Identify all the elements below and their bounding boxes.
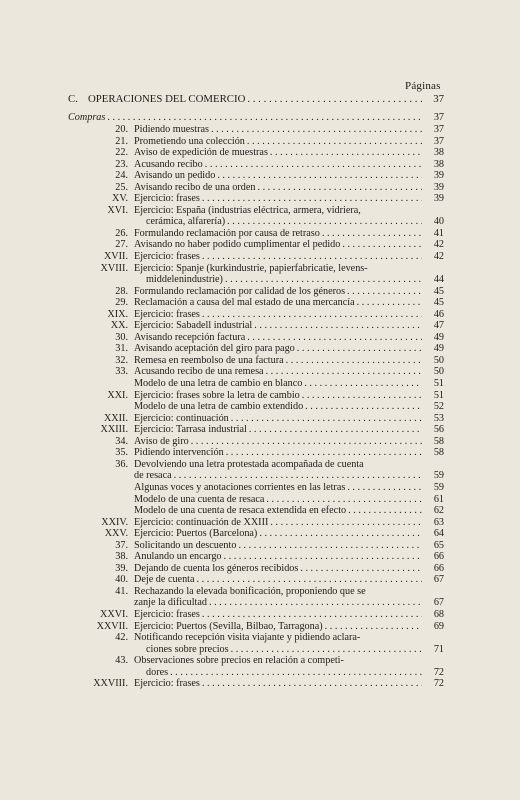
toc-entry bbox=[68, 263, 444, 275]
toc-entry bbox=[68, 459, 444, 471]
entry-number: XXVII. bbox=[96, 620, 128, 632]
entry-number: 42. bbox=[115, 632, 128, 644]
entry-page: 64 bbox=[433, 528, 444, 540]
dot-leader bbox=[227, 216, 422, 228]
entry-title: Ejercicio: frases bbox=[134, 678, 200, 690]
entry-title: Modelo de una letra de cambio extendido bbox=[134, 401, 304, 413]
entry-title: Aviso de expedición de muestras bbox=[134, 147, 268, 159]
toc-entry bbox=[68, 147, 444, 159]
entry-page: 39 bbox=[433, 181, 444, 193]
toc-entry bbox=[68, 621, 444, 633]
dot-leader bbox=[217, 170, 422, 182]
section-title: OPERACIONES DEL COMERCIO bbox=[88, 93, 246, 105]
entry-number: 26. bbox=[115, 227, 128, 239]
entry-number: 35. bbox=[115, 447, 128, 459]
entry-title: Modelo de una cuenta de resaca extendida en efecto bbox=[134, 505, 347, 517]
entry-page: 66 bbox=[433, 551, 444, 563]
entry-number: XXV. bbox=[104, 528, 128, 540]
dot-leader bbox=[342, 239, 422, 251]
entry-number: 36. bbox=[115, 458, 128, 470]
entry-number: 29. bbox=[115, 297, 128, 309]
entry-title: cerámica, alfarería) bbox=[146, 216, 226, 228]
toc-entry bbox=[68, 274, 444, 286]
entry-page: 42 bbox=[433, 251, 444, 263]
entry-title: Ejercicio: Puertos (Barcelona) bbox=[134, 528, 258, 540]
toc-entry bbox=[68, 193, 444, 205]
entry-page: 39 bbox=[433, 193, 444, 205]
dot-leader bbox=[225, 274, 422, 286]
entry-page: 42 bbox=[433, 239, 444, 251]
subsection-page: 37 bbox=[433, 112, 444, 123]
toc-entry bbox=[68, 655, 444, 667]
entry-title: Solicitando un descuento bbox=[134, 539, 237, 551]
entry-title: Ejercicio: España (industrias eléctrica, armera, vidriera, bbox=[134, 204, 361, 216]
toc-entry bbox=[68, 297, 444, 309]
toc-entry bbox=[68, 309, 444, 321]
toc-entry bbox=[68, 574, 444, 586]
subsection-title: Compras bbox=[68, 112, 106, 123]
entry-number: 39. bbox=[115, 562, 128, 574]
entry-number: 31. bbox=[115, 343, 128, 355]
entry-title: Anulando un encargo bbox=[134, 551, 222, 563]
entry-title: Avisando un pedido bbox=[134, 170, 216, 182]
entry-number: 24. bbox=[115, 170, 128, 182]
entry-number: XVIII. bbox=[100, 262, 128, 274]
entry-number: XXII. bbox=[103, 412, 128, 424]
entry-title: Formulando reclamación por calidad de los géneros bbox=[134, 285, 346, 297]
toc-entry bbox=[68, 517, 444, 529]
entry-title: Pidiendo intervención bbox=[134, 447, 224, 459]
dot-leader bbox=[174, 470, 422, 482]
toc-entries bbox=[68, 124, 444, 690]
entry-title: de resaca bbox=[134, 470, 172, 482]
entry-page: 38 bbox=[433, 147, 444, 159]
entry-title: Ejercicio: frases bbox=[134, 251, 200, 263]
entry-page: 40 bbox=[433, 216, 444, 228]
entry-title: Ejercicio: Sabadell industrial bbox=[134, 320, 253, 332]
entry-title: Ejercicio: frases bbox=[134, 193, 200, 205]
toc-entry bbox=[68, 494, 444, 506]
entry-page: 51 bbox=[433, 389, 444, 401]
section-page: 37 bbox=[433, 93, 444, 105]
dot-leader bbox=[107, 111, 422, 124]
entry-number: 38. bbox=[115, 551, 128, 563]
entry-title: Ejercicio: continuación bbox=[134, 412, 229, 424]
entry-page: 52 bbox=[433, 401, 444, 413]
toc-entry bbox=[68, 182, 444, 194]
section-heading bbox=[68, 93, 444, 106]
entry-number: XXIII. bbox=[100, 424, 128, 436]
dot-leader bbox=[270, 517, 422, 529]
entry-title: Aviso de giro bbox=[134, 435, 189, 447]
entry-page: 71 bbox=[433, 643, 444, 655]
toc-entry bbox=[68, 378, 444, 390]
entry-title: ciones sobre precios bbox=[146, 643, 229, 655]
toc-entry bbox=[68, 678, 444, 690]
dot-leader bbox=[202, 309, 422, 321]
entry-page: 62 bbox=[433, 505, 444, 517]
dot-leader bbox=[202, 193, 422, 205]
table-of-contents bbox=[68, 93, 444, 690]
dot-leader bbox=[231, 644, 422, 656]
entry-number: XVI. bbox=[107, 204, 128, 216]
entry-number: 43. bbox=[115, 655, 128, 667]
dot-leader bbox=[238, 540, 422, 552]
dot-leader bbox=[322, 228, 422, 240]
toc-entry bbox=[68, 343, 444, 355]
entry-title: Algunas voces y anotaciones corrientes en las letras bbox=[134, 481, 346, 493]
dot-leader bbox=[211, 124, 422, 136]
dot-leader bbox=[348, 505, 422, 517]
dot-leader bbox=[305, 401, 422, 413]
toc-entry bbox=[68, 505, 444, 517]
dot-leader bbox=[254, 320, 422, 332]
subsection-heading bbox=[68, 111, 444, 124]
dot-leader bbox=[249, 424, 422, 436]
entry-number: 32. bbox=[115, 354, 128, 366]
toc-entry bbox=[68, 482, 444, 494]
dot-leader bbox=[304, 378, 422, 390]
entry-title: Ejercicio: frases sobre la letra de cambio bbox=[134, 389, 300, 401]
entry-page: 59 bbox=[433, 470, 444, 482]
entry-title: Modelo de una cuenta de resaca bbox=[134, 493, 265, 505]
dot-leader bbox=[270, 147, 422, 159]
entry-title: Ejercicio: frases bbox=[134, 308, 200, 320]
entry-title: Reclamación a causa del mal estado de una mercancía bbox=[134, 297, 355, 309]
entry-page: 63 bbox=[433, 516, 444, 528]
dot-leader bbox=[202, 609, 422, 621]
entry-title: Ejercicio: continuación de XXIII bbox=[134, 516, 269, 528]
toc-entry bbox=[68, 159, 444, 171]
entry-page: 72 bbox=[433, 666, 444, 678]
toc-entry bbox=[68, 609, 444, 621]
paginas-header: Páginas bbox=[405, 80, 441, 92]
dot-leader bbox=[266, 366, 422, 378]
entry-page: 51 bbox=[433, 378, 444, 390]
entry-title: Observaciones sobre precios en relación a competi- bbox=[134, 655, 344, 667]
entry-title: Avisando no haber podido cumplimentar el pedido bbox=[134, 239, 341, 251]
entry-title: Ejercicio: Tarrasa industrial bbox=[134, 424, 247, 436]
toc-entry bbox=[68, 136, 444, 148]
entry-number: 30. bbox=[115, 331, 128, 343]
entry-number: 25. bbox=[115, 181, 128, 193]
dot-leader bbox=[170, 667, 422, 679]
toc-entry bbox=[68, 216, 444, 228]
toc-entry bbox=[68, 239, 444, 251]
entry-page: 47 bbox=[433, 320, 444, 332]
dot-leader bbox=[231, 413, 422, 425]
toc-entry bbox=[68, 320, 444, 332]
dot-leader bbox=[257, 182, 422, 194]
entry-title: Pidiendo muestras bbox=[134, 124, 209, 135]
toc-entry bbox=[68, 124, 444, 136]
entry-number: XV. bbox=[112, 193, 128, 205]
dot-leader bbox=[297, 343, 422, 355]
toc-entry bbox=[68, 251, 444, 263]
entry-number: XXVIII. bbox=[93, 678, 128, 690]
entry-title: dores bbox=[146, 666, 169, 678]
entry-page: 58 bbox=[433, 447, 444, 459]
entry-page: 50 bbox=[433, 366, 444, 378]
dot-leader bbox=[224, 551, 422, 563]
dot-leader bbox=[226, 447, 422, 459]
dot-leader bbox=[209, 597, 422, 609]
dot-leader bbox=[266, 494, 422, 506]
toc-entry bbox=[68, 632, 444, 644]
toc-entry bbox=[68, 424, 444, 436]
entry-title: middelenindustrie) bbox=[146, 274, 223, 286]
toc-entry bbox=[68, 563, 444, 575]
dot-leader bbox=[191, 436, 422, 448]
entry-page: 44 bbox=[433, 274, 444, 286]
entry-page: 61 bbox=[433, 493, 444, 505]
entry-title: Ejercicio: Spanje (kurkindustrie, papierfabricatie, levens- bbox=[134, 262, 368, 274]
toc-entry bbox=[68, 470, 444, 482]
entry-title: Acusando recibo bbox=[134, 158, 203, 170]
entry-number: 41. bbox=[115, 585, 128, 597]
entry-page: 49 bbox=[433, 343, 444, 355]
toc-entry bbox=[68, 551, 444, 563]
entry-page: 49 bbox=[433, 331, 444, 343]
entry-title: Formulando reclamación por causa de retraso bbox=[134, 227, 320, 239]
entry-page: 69 bbox=[433, 620, 444, 632]
entry-number: XX. bbox=[110, 320, 128, 332]
toc-entry bbox=[68, 447, 444, 459]
dot-leader bbox=[205, 159, 422, 171]
entry-page: 58 bbox=[433, 435, 444, 447]
toc-entry bbox=[68, 413, 444, 425]
entry-number: XXVI. bbox=[99, 608, 128, 620]
dot-leader bbox=[247, 332, 422, 344]
toc-entry bbox=[68, 586, 444, 598]
entry-title: Acusando recibo de una remesa bbox=[134, 366, 264, 378]
entry-page: 56 bbox=[433, 424, 444, 436]
entry-number: XXIV. bbox=[101, 516, 128, 528]
entry-title: zanje la dificultad bbox=[134, 597, 207, 609]
entry-page: 46 bbox=[433, 308, 444, 320]
entry-page: 66 bbox=[433, 562, 444, 574]
entry-number: XXI. bbox=[107, 389, 128, 401]
entry-title: Notificando recepción visita viajante y pidiendo aclara- bbox=[134, 632, 361, 644]
entry-number: 34. bbox=[115, 435, 128, 447]
entry-number: 28. bbox=[115, 285, 128, 297]
entry-number: 20. bbox=[115, 124, 128, 135]
section-letter: C. bbox=[68, 93, 78, 105]
dot-leader bbox=[247, 93, 422, 106]
dot-leader bbox=[302, 390, 422, 402]
dot-leader bbox=[247, 136, 422, 148]
dot-leader bbox=[347, 482, 422, 494]
dot-leader bbox=[325, 621, 422, 633]
entry-page: 37 bbox=[433, 135, 444, 147]
entry-title: Ejercicio: Puertos (Sevilla, Bilbao, Tarragona) bbox=[134, 620, 323, 632]
entry-number: 21. bbox=[115, 135, 128, 147]
entry-page: 38 bbox=[433, 158, 444, 170]
entry-page: 45 bbox=[433, 297, 444, 309]
dot-leader bbox=[286, 355, 422, 367]
entry-page: 68 bbox=[433, 608, 444, 620]
toc-entry bbox=[68, 205, 444, 217]
entry-number: 33. bbox=[115, 366, 128, 378]
entry-page: 45 bbox=[433, 285, 444, 297]
toc-entry bbox=[68, 170, 444, 182]
entry-title: Devolviendo una letra protestada acompañada de cuenta bbox=[134, 458, 364, 470]
entry-title: Prometiendo una colección bbox=[134, 135, 245, 147]
entry-page: 39 bbox=[433, 170, 444, 182]
entry-page: 53 bbox=[433, 412, 444, 424]
toc-entry bbox=[68, 401, 444, 413]
toc-entry bbox=[68, 644, 444, 656]
entry-page: 50 bbox=[433, 354, 444, 366]
entry-page: 37 bbox=[433, 124, 444, 135]
dot-leader bbox=[259, 528, 422, 540]
entry-title: Dejando de cuenta los géneros recibidos bbox=[134, 562, 299, 574]
toc-entry bbox=[68, 597, 444, 609]
entry-number: 40. bbox=[115, 574, 128, 586]
entry-page: 67 bbox=[433, 597, 444, 609]
dot-leader bbox=[202, 251, 422, 263]
entry-page: 65 bbox=[433, 539, 444, 551]
toc-entry bbox=[68, 332, 444, 344]
dot-leader bbox=[300, 563, 422, 575]
entry-title: Avisando aceptación del giro para pago bbox=[134, 343, 295, 355]
toc-entry bbox=[68, 355, 444, 367]
entry-number: 23. bbox=[115, 158, 128, 170]
toc-entry bbox=[68, 286, 444, 298]
entry-title: Ejercicio: frases bbox=[134, 608, 200, 620]
toc-entry bbox=[68, 390, 444, 402]
entry-number: 37. bbox=[115, 539, 128, 551]
toc-entry bbox=[68, 667, 444, 679]
entry-title: Deje de cuenta bbox=[134, 574, 195, 586]
entry-page: 67 bbox=[433, 574, 444, 586]
toc-entry bbox=[68, 228, 444, 240]
entry-number: XVII. bbox=[103, 251, 128, 263]
entry-title: Avisando recibo de una orden bbox=[134, 181, 256, 193]
entry-title: Rechazando la elevada bonificación, proponiendo que se bbox=[134, 585, 366, 597]
entry-number: XIX. bbox=[107, 308, 128, 320]
dot-leader bbox=[357, 297, 422, 309]
toc-entry bbox=[68, 366, 444, 378]
dot-leader bbox=[202, 678, 422, 690]
dot-leader bbox=[197, 574, 422, 586]
entry-page: 41 bbox=[433, 227, 444, 239]
entry-title: Avisando recepción factura bbox=[134, 331, 246, 343]
toc-entry bbox=[68, 436, 444, 448]
entry-title: Remesa en reembolso de una factura bbox=[134, 354, 284, 366]
dot-leader bbox=[347, 286, 422, 298]
entry-page: 72 bbox=[433, 678, 444, 690]
entry-page: 59 bbox=[433, 481, 444, 493]
toc-entry bbox=[68, 540, 444, 552]
entry-number: 22. bbox=[115, 147, 128, 159]
entry-title: Modelo de una letra de cambio en blanco bbox=[134, 378, 303, 390]
toc-entry bbox=[68, 528, 444, 540]
entry-number: 27. bbox=[115, 239, 128, 251]
